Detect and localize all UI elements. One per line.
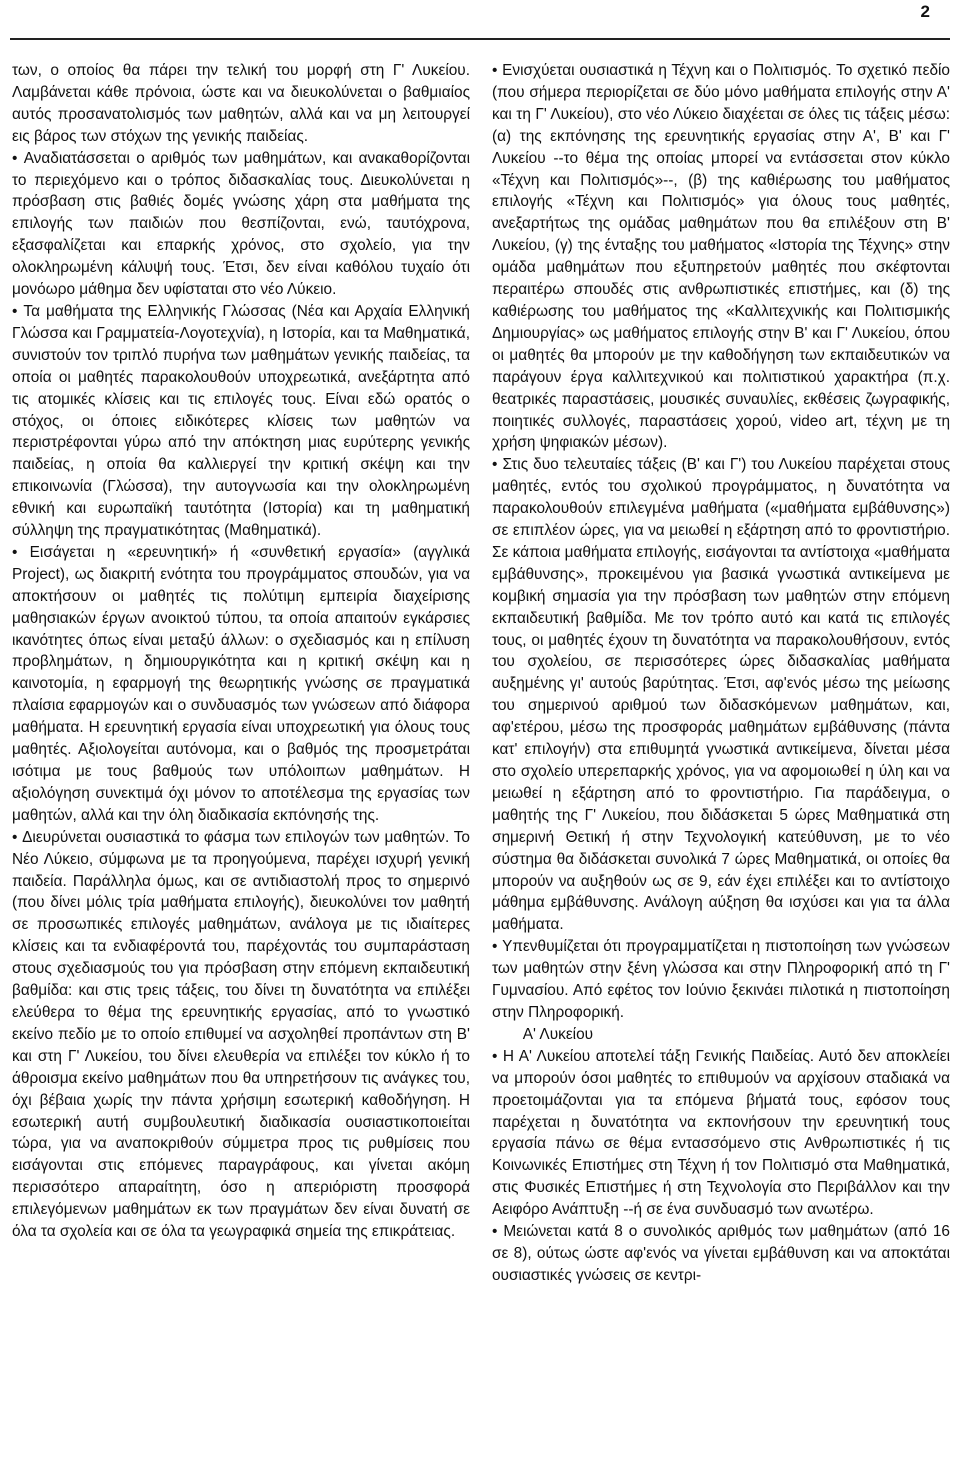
left-column [12, 60, 470, 1243]
page-number: 2 [920, 2, 930, 21]
bullet-paragraph-course-reduction: • Μειώνεται κατά 8 ο συνολικός αριθμός των μαθημάτων (από 16 σε 8), ούτως ώστε αφ'ενός να γίνεται εμβάθυνση και να αποκτάται ουσιαστικές γνώσεις σε κεντρι- [492, 1221, 950, 1287]
bullet-paragraph-research-project: • Εισάγεται η «ερευνητική» ή «συνθετική εργασία» (αγγλικά Project), ως διακριτή ενότητα του προγράμματος σπουδών, για να αποκτήσουν οι μαθητές τις πολύτιμη εμπειρία διαχείρισης μαθησιακών έργων ανοικτού τύπου, τα οποία απαιτούν εγκάρσιες ικανότητες όπως είναι μεταξύ άλλων: ο σχεδιασμός και η επίλυση προβλημάτων, η δημιουργικότητα και η κριτική σκέψη και η καινοτομία, η εφαρμογή της θεωρητικής γνώσης σε πραγματικά πλαίσια εφαρμογών και ο συνδυασμός των γνώσεων από διάφορα μαθήματα. Η ερευνητική εργασία είναι υποχρεωτική για όλους τους μαθητές. Αξιολογείται αυτόνομα, και ο βαθμός της προσμετράται ισότιμα με τους βαθμούς των υπόλοιπων μαθημάτων. Η αξιολόγηση συνεκτιμά όχι μόνον το αποτέλεσμα της εργασίας των μαθητών, αλλά και την όλη διαδικασία εκπόνησής της. [12, 542, 470, 827]
bullet-paragraph-certification: • Υπενθυμίζεται ότι προγραμματίζεται η πιστοποίηση των γνώσεων των μαθητών στην ξένη γλώσσα και στην Πληροφορική από τη Γ' Γυμνασίου. Από εφέτος τον Ιούνιο ξεκινάει πιλοτικά η πιστοποίηση στην Πληροφορική. [492, 936, 950, 1024]
bullet-paragraph-choices: • Διευρύνεται ουσιαστικά το φάσμα των επιλογών των μαθητών. Το Νέο Λύκειο, σύμφωνα με τα προηγούμενα, παρέχει ισχυρή γενική παιδεία. Παράλληλα όμως, και σε αντιδιαστολή προς το σημερινό (που δίνει μόλις τρία μαθήματα επιλογής), διευκολύνει τον μαθητή σε προσωπικές επιλογές μαθημάτων, ανάλογα με τις ιδιαίτερες κλίσεις και τα ενδιαφέροντά του, παρέχοντάς του συμπαράσταση στους σχεδιασμούς του για πρόσβαση στην επόμενη εκπαιδευτική βαθμίδα: και στις τρεις τάξεις, του δίνει τη δυνατότητα να επιλέξει ελεύθερα το θέμα της ερευνητικής εργασίας, από το γνωστικό εκείνο πεδίο με το οποίο επιθυμεί να ασχοληθεί προπάντων στη Β' και στη Γ' Λυκείου, του δίνει ελευθερία να επιλέξει τον κύκλο ή το άθροισμα εκείνο μαθημάτων που θα υπηρετήσουν τις ανάγκες του, όχι βέβαια χωρίς την πάντα χρήσιμη εσωτερική καθοδήγηση. Η εσωτερική αυτή συμβουλευτική διαδικασία ουσιαστικοποιείται τώρα, για να αναποκριθούν σύμμετρα προς τις ρυθμίσεις που εισάγονται στις επόμενες παραγράφους, και γίνεται ακόμη περισσότερο απαραίτητη, όσο η απεριόριστη προσφορά επιλεγόμενων μαθημάτων εκ των πραγμάτων δεν είναι δυνατή σε όλα τα σχολεία και σε όλα τα γεωγραφικά σημεία της επικράτειας. [12, 827, 470, 1243]
bullet-paragraph-deepening-courses: • Στις δυο τελευταίες τάξεις (Β' και Γ') του Λυκείου παρέχεται στους μαθητές, εντός του σχολικού προγράμματος, η δυνατότητα να παρακολουθούν επιλεγμένα μαθήματα («μαθήματα εμβάθυνσης») σε επιπλέον ώρες, για να μειωθεί η εξάρτηση από το φροντιστήριο. Σε κάποια μαθήματα επιλογής, εισάγονται τα αντίστοιχα «μαθήματα εμβάθυνσης», προκειμένου για βασικά γνωστικά αντικείμενα με κομβική σημασία για την πρόσβαση των μαθητών στην επόμενη εκπαιδευτική βαθμίδα. Με τον τρόπο αυτό και κατά τις επιλογές τους, οι μαθητές έχουν τη δυνατότητα να παρακολουθήσουν, εντός του σχολείου, σε περισσότερες ώρες διδασκαλίας μαθήματα αυξημένης γι' αυτούς βαρύτητας. Έτσι, αφ'ενός μέσω της μείωσης του σημερινού αριθμού των διδασκόμενων μαθημάτων, και, αφ'ετέρου, μέσω της προσφοράς μαθημάτων εμβάθυνσης (πάντα κατ' επιλογήν) στα επιθυμητά γνωστικά αντικείμενα, δίνεται μέσα στο σχολείο υπερεπαρκής χρόνος, για να αφομοιωθεί η ύλη και να μειωθεί η εξάρτηση από το φροντιστήριο. Για παράδειγμα, ο μαθητής της Γ' Λυκείου, που διδάσκεται 5 ώρες Μαθηματικά στη σημερινή Θετική ή στην Τεχνολογική κατεύθυνση, με το νέο σύστημα θα διδάσκεται συνολικά 7 ώρες Μαθηματικά, οι οποίες θα μπορούν να αυξηθούν ως σε 9, εάν έχει επιλέξει και το αντίστοιχο μάθημα εμβάθυνσης. Ανάλογη αύξηση θα ισχύσει και για τα άλλα μαθήματα. [492, 454, 950, 936]
bullet-paragraph-core-subjects: • Τα μαθήματα της Ελληνικής Γλώσσας (Νέα και Αρχαία Ελληνική Γλώσσα και Γραμματεία-Λογοτεχνία), η Ιστορία, και τα Μαθηματικά, συνιστούν τον τριπλό πυρήνα των μαθημάτων γενικής παιδείας, τα οποία οι μαθητές παρακολουθούν υποχρεωτικά, ανεξάρτητα από τις ατομικές κλίσεις και τις επιλογές τους. Είναι εδώ ορατός ο στόχος, οι όποιες ειδικότερες κλίσεις των μαθητών να περιστρέφονται γύρω από την απόκτηση μιας ευρύτερης γενικής παιδείας, η οποία θα καλλιεργεί την κριτική σκέψη και την επικοινωνία (Γλώσσα), την αυτογνωσία και την ολοκληρωμένη εθνική και ευρωπαϊκή ταυτότητα (Ιστορία) και τη μαθηματική σύλληψη της πραγματικότητας (Μαθηματικά). [12, 301, 470, 542]
bullet-paragraph-subjects: • Αναδιατάσσεται ο αριθμός των μαθημάτων, και ανακαθορίζονται το περιεχόμενο και ο τρόπος διδασκαλίας τους. Διευκολύνεται η πρόσβαση στις βαθιές δομές γνώσης χάρη στα μαθήματα της επιλογής των παιδιών που θεσπίζονται, ενώ, ταυτόχρονα, εξασφαλίζεται και επαρκής χρόνος, στο σχολείο, για την ολοκληρωμένη κάλυψή τους. Έτσι, δεν είναι καθόλου τυχαίο ότι μονόωρο μάθημα δεν υφίσταται στο νέο Λύκειο. [12, 148, 470, 301]
right-column [492, 60, 950, 1287]
section-heading-a-lykeiou: Α' Λυκείου [522, 1025, 594, 1043]
paragraph-continuation: των, ο οποίος θα πάρει την τελική του μορφή στη Γ' Λυκείου. Λαμβάνεται κάθε πρόνοια, ώστε και να διευκολύνεται ο βαθμιαίος αυτός προσανατολισμός των μαθητών, αλλά και να μη λειτουργεί εις βάρος των στόχων της γενικής παιδείας. [12, 62, 470, 145]
header-rule [10, 38, 950, 40]
bullet-paragraph-art-culture: • Ενισχύεται ουσιαστικά η Τέχνη και ο Πολιτισμός. Το σχετικό πεδίο (που σήμερα περιορίζεται σε δύο μόνο μαθήματα επιλογής στην Α' και τη Γ' Λυκείου), στο νέο Λύκειο διαχέεται σε όλες τις τάξεις μέσω: (α) της εκπόνησης της ερευνητικής εργασίας στην Α', Β' και Γ' Λυκείου --το θέμα της οποίας μπορεί να εντάσσεται στον κύκλο «Τέχνη και Πολιτισμός»--, (β) της καθιέρωσης του μαθήματος επιλογής «Τέχνη και Πολιτισμός» για όλους τους μαθητές, ανεξαρτήτως της ομάδας μαθημάτων που θα επιλέξουν στη Β' Λυκείου, (γ) της ένταξης του μαθήματος «Ιστορία της Τέχνης» στην ομάδα μαθημάτων που εξυπηρετούν μαθητές που σκέφτονται περαιτέρω σπουδές στις ανθρωπιστικές επιστήμες, και (δ) της καθιέρωσης του μαθήματος της «Καλλιτεχνικής και Πολιτισμικής Δημιουργίας» ως μαθήματος επιλογής στην Β' και Γ' Λυκείου, όπου οι μαθητές θα μπορούν με την καθοδήγηση των εκπαιδευτικών να παράγουν έργα καλλιτεχνικού και πολιτιστικού χαρακτήρα (π.χ. θεατρικές παραστάσεις, μουσικές συναυλίες, εκθέσεις ζωγραφικής, ποιητικές συλλογές, παραστάσεις χορού, video art, τέχνη με τη χρήση ψηφιακών μέσων). [492, 60, 950, 454]
bullet-paragraph-general-education: • Η Α' Λυκείου αποτελεί τάξη Γενικής Παιδείας. Αυτό δεν αποκλείει να μπορούν όσοι μαθητές το επιθυμούν να αρχίσουν σταδιακά να προετοιμάζονται για τα επόμενα βήματά τους, εφόσον τους παρέχεται η δυνατότητα να εκπονήσουν την ερευνητική τους εργασία πάνω σε θέμα εντασσόμενο στις Ανθρωπιστικές ή τις Κοινωνικές Επιστήμες στη Τέχνη ή τον Πολιτισμό στα Μαθηματικά, στις Φυσικές Επιστήμες ή στη Τεχνολογία στο Περιβάλλον και την Αειφόρο Ανάπτυξη --ή σε ένα συνδυασμό των ανωτέρω. [492, 1046, 950, 1221]
